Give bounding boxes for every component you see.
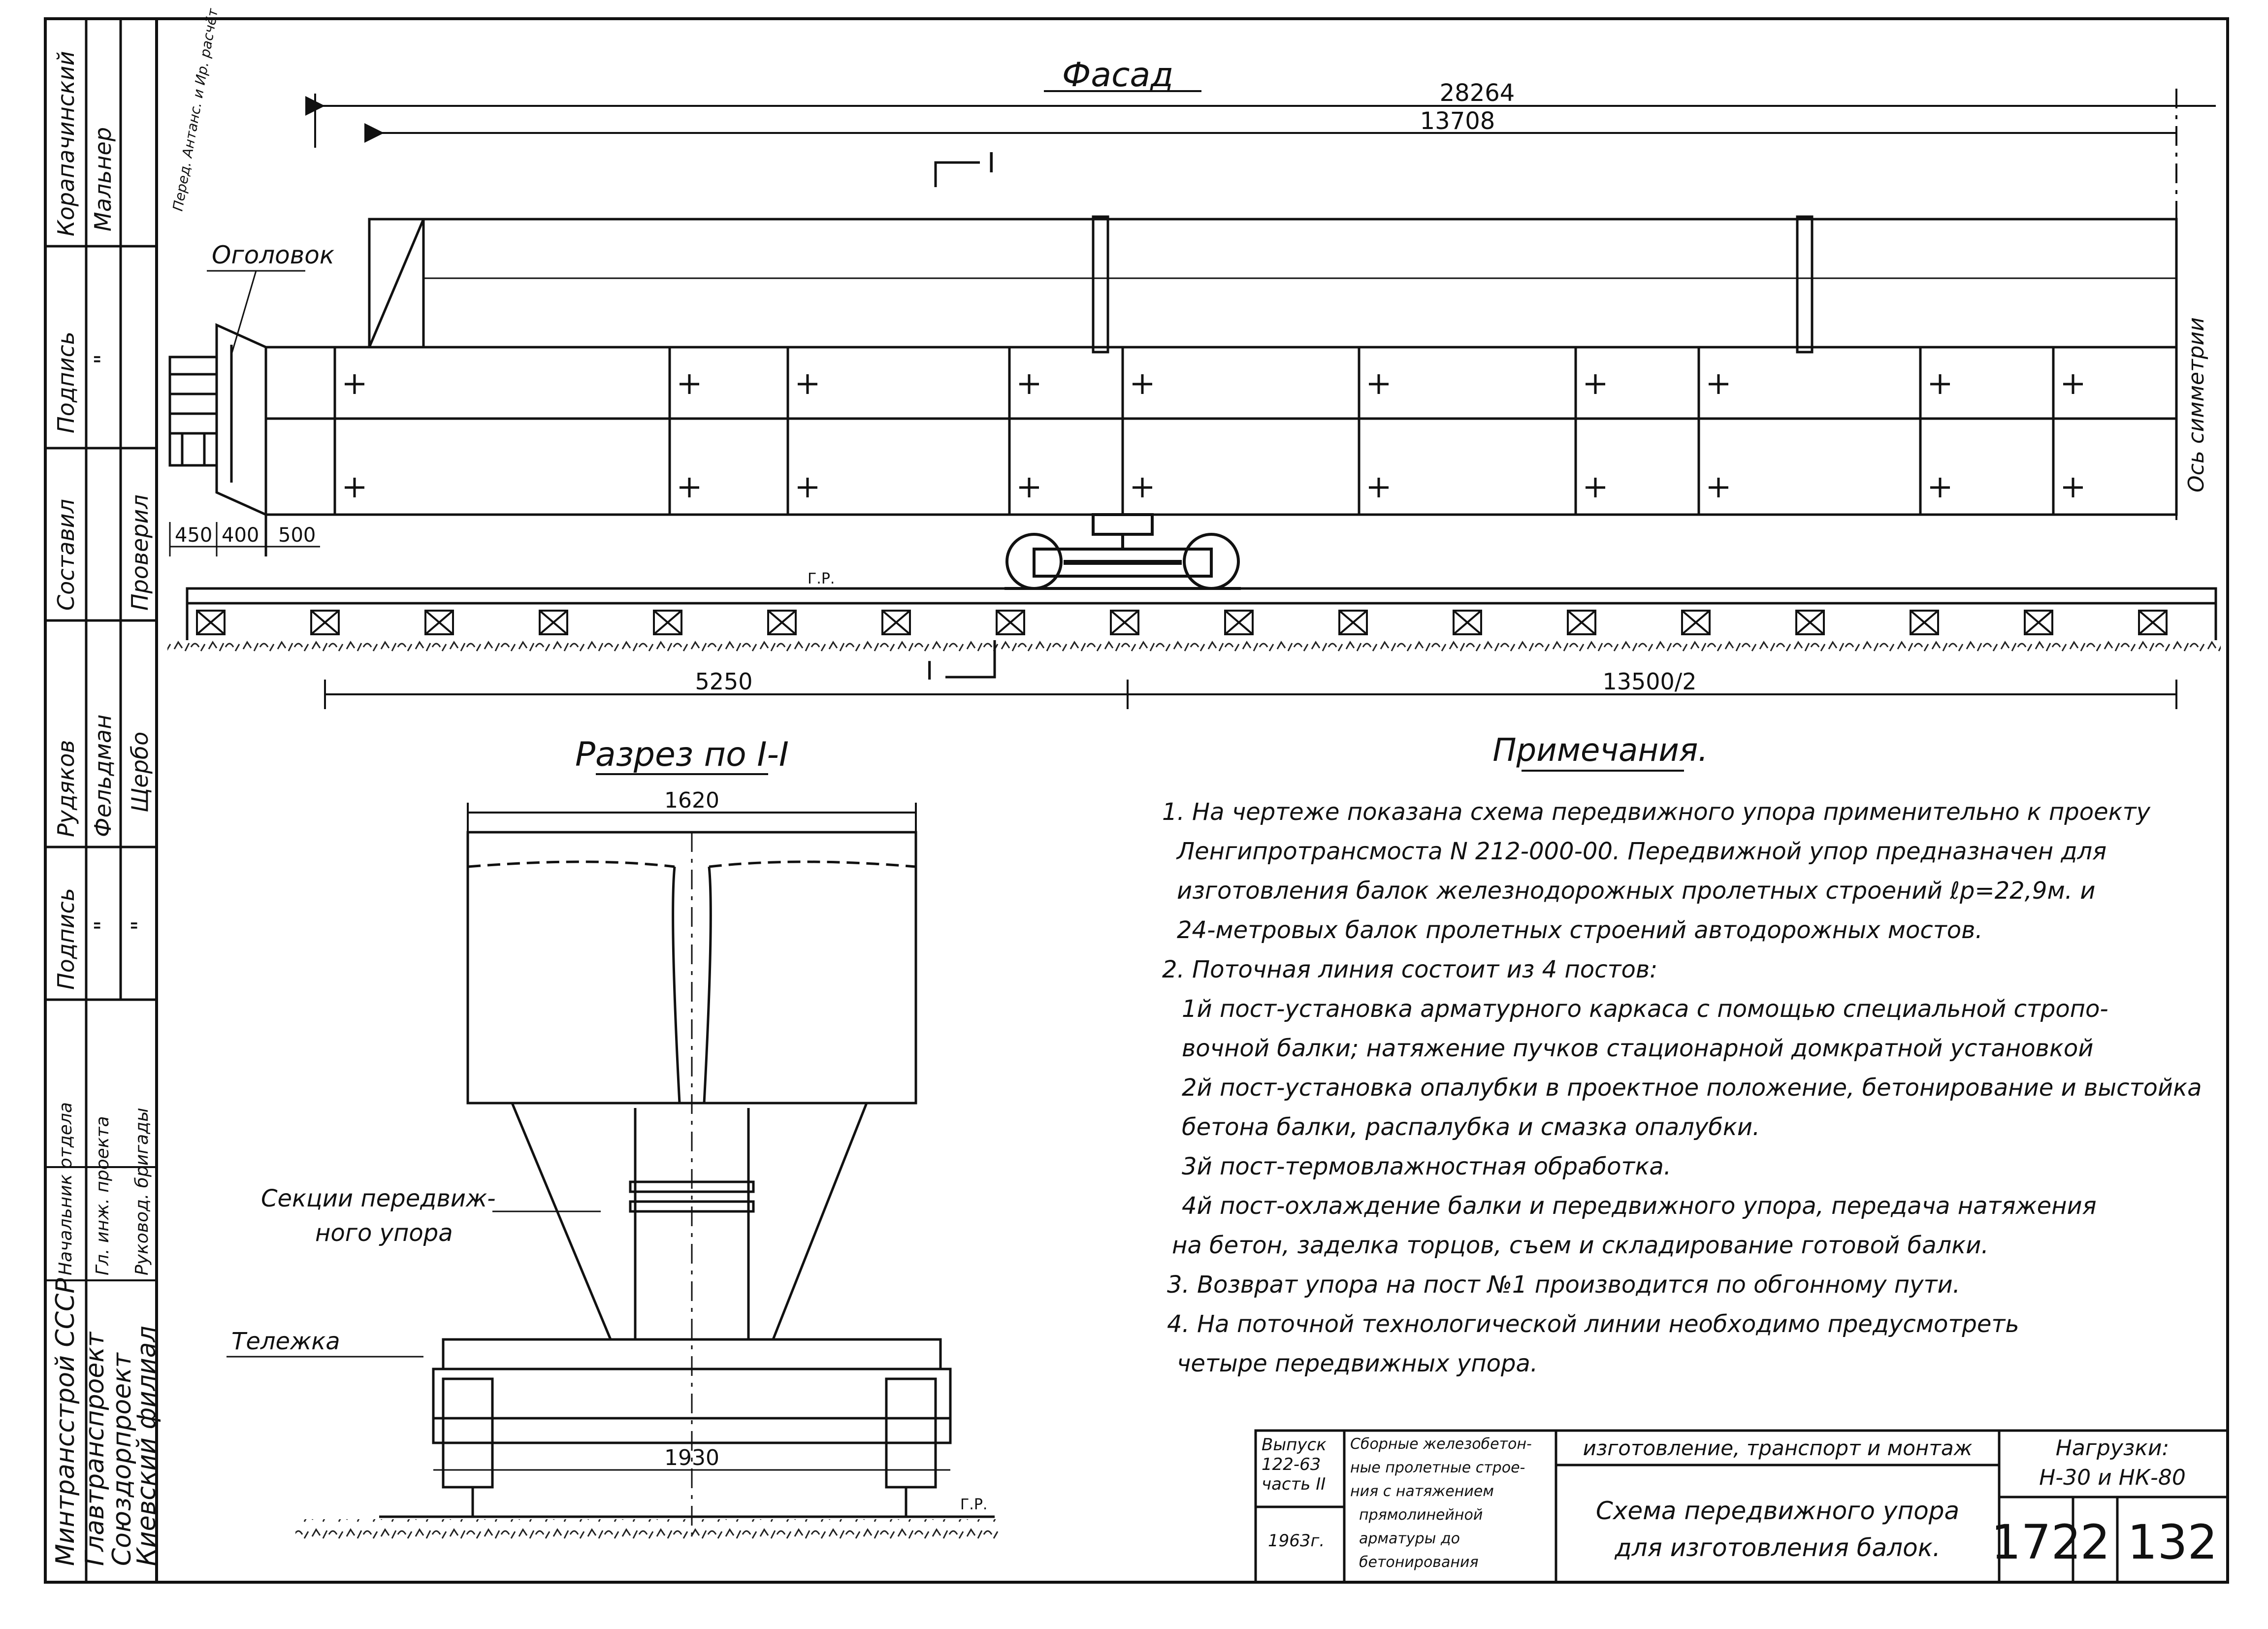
loads-value: Н-30 и НК-80: [2039, 1465, 2186, 1490]
dim-inner: 13708: [1420, 107, 1495, 135]
series-5: арматуры до: [1359, 1530, 1460, 1547]
issue-3: часть II: [1262, 1474, 1326, 1494]
sleeper-cross: [768, 611, 796, 634]
sleeper-cross: [1796, 611, 1824, 634]
ground-mark-section: Г.Р.: [960, 1496, 988, 1513]
note-line: вочной балки; натяжение пучков стационарной домкратной установкой: [1182, 1035, 2094, 1062]
sleeper-cross: [997, 611, 1024, 634]
sheet-title-1: Схема передвижного упора: [1595, 1497, 1960, 1525]
issue-1: Выпуск: [1262, 1435, 1327, 1455]
sleeper-cross: [540, 611, 567, 634]
code-c: 132: [2127, 1515, 2218, 1570]
stamp-org-4: Киевский филиал: [132, 1326, 162, 1566]
bolt-mark: [1019, 478, 1039, 497]
series-6: бетонирования: [1359, 1554, 1479, 1571]
sleeper-cross: [2025, 611, 2052, 634]
series-2: ные пролетные строе-: [1350, 1459, 1525, 1476]
note-line: 4й пост-охлаждение балки и передвижного упора, передача натяжения: [1182, 1192, 2097, 1220]
label-head: Оголовок: [212, 241, 335, 269]
code-a: 172: [1991, 1515, 2081, 1570]
stamp-name-1: Рудяков: [53, 740, 79, 837]
stamp-role-3: Подпись: [53, 331, 79, 433]
stamp-org-2: Главтранспроект: [80, 1332, 110, 1566]
note-line: 1й пост-установка арматурного каркаса с помощью специальной стропо-: [1182, 995, 2108, 1023]
loads-label: Нагрузки:: [2055, 1435, 2170, 1461]
stamp-name-5: ": [90, 920, 116, 931]
bolt-mark: [680, 374, 699, 394]
dim-1930: 1930: [664, 1445, 719, 1470]
stamp-name-7: Начальник отдела: [56, 1102, 76, 1275]
sleeper-cross: [2139, 611, 2167, 634]
dim-400: 400: [222, 524, 259, 547]
bolt-mark: [345, 374, 364, 394]
head-block: [170, 325, 266, 515]
note-line: 2. Поточная линия состоит из 4 постов:: [1162, 956, 1658, 983]
note-line: 2й пост-установка опалубки в проектное положение, бетонирование и выстойка: [1182, 1074, 2202, 1102]
stamp-name-9: Руковод. бригады: [132, 1108, 152, 1275]
section-mark-bottom: I: [926, 656, 934, 686]
bolt-mark: [2063, 374, 2083, 394]
stamp-name-6: ": [127, 920, 153, 931]
year: 1963г.: [1268, 1531, 1325, 1551]
stamp-name-3: Щербо: [127, 731, 153, 813]
series-1: Сборные железобетон-: [1350, 1435, 1532, 1453]
bolt-mark: [2063, 478, 2083, 497]
stamp-name-2: Фельдман: [90, 714, 116, 837]
section-view: [227, 735, 1000, 1541]
ground-mark-elev: Г.Р.: [808, 570, 835, 587]
topic: изготовление, транспорт и монтаж: [1583, 1436, 1973, 1460]
bolt-mark: [345, 478, 364, 497]
bolt-mark: [1369, 478, 1389, 497]
sleeper-cross: [1454, 611, 1481, 634]
label-sections-1: Секции передвиж-: [261, 1185, 496, 1212]
bolt-mark: [1133, 374, 1152, 394]
sleeper-cross: [1568, 611, 1595, 634]
stamp-role-2: Мальнер: [90, 127, 116, 231]
stamp-role-5: Составил: [53, 499, 79, 611]
sleeper-cross: [882, 611, 910, 634]
note-line: Ленгипротрансмоста N 212-000-00. Передвижной упор предназначен для: [1177, 838, 2107, 865]
elevation-cart: [1004, 515, 1241, 588]
note-line: 3й пост-термовлажностная обработка.: [1182, 1153, 1672, 1180]
elevation-title: Фасад: [1062, 56, 1174, 95]
bolt-mark: [1369, 374, 1389, 394]
note-line: на бетон, заделка торцов, съем и складирование готовой балки.: [1172, 1232, 1989, 1259]
stamp-org-1: Минтрансстрой СССР: [51, 1278, 80, 1566]
label-cart: Тележка: [231, 1328, 340, 1355]
sleeper-cross: [425, 611, 453, 634]
sleeper-cross: [1225, 611, 1253, 634]
bolt-mark: [1709, 478, 1728, 497]
note-line: четыре передвижных упора.: [1177, 1350, 1538, 1377]
sheet-title-2: для изготовления балок.: [1615, 1533, 1941, 1562]
note-line: бетона балки, распалубка и смазка опалубки.: [1182, 1113, 1760, 1141]
scribble-note: Перед. Антанс. и Ир. расчёт: [169, 7, 222, 213]
label-sections-2: ного упора: [315, 1219, 453, 1247]
sleeper-cross: [197, 611, 225, 634]
note-line: изготовления балок железнодорожных пролетных строений ℓр=22,9м. и: [1177, 877, 2096, 905]
section-mark-top: I: [987, 147, 996, 179]
stamp-role-1: Корапачинский: [53, 51, 79, 236]
sleeper-cross: [654, 611, 681, 634]
sleeper-cross: [1111, 611, 1138, 634]
note-line: 4. На поточной технологической линии необходимо предусмотреть: [1167, 1310, 2019, 1338]
bolt-mark: [1709, 374, 1728, 394]
section-title: Разрез по I-I: [575, 735, 789, 774]
dim-total: 28264: [1439, 79, 1515, 107]
dim-1620: 1620: [664, 788, 719, 813]
code-b: 2: [2080, 1515, 2110, 1570]
note-line: 1. На чертеже показана схема передвижного упора применительно к проекту: [1162, 798, 2150, 826]
bolt-mark: [1930, 374, 1950, 394]
notes: [1162, 732, 2202, 1377]
sleeper-cross: [1339, 611, 1367, 634]
bolt-mark: [1586, 478, 1605, 497]
stamp-name-8: Гл. инж. проекта: [93, 1116, 113, 1275]
elevation-view: [167, 56, 2221, 709]
dim-13500: 13500/2: [1602, 668, 1697, 695]
title-block: [1256, 1431, 2228, 1582]
sleeper-cross: [1682, 611, 1710, 634]
sleeper-cross: [311, 611, 339, 634]
sleeper-cross: [1911, 611, 1938, 634]
bolt-mark: [680, 478, 699, 497]
notes-title: Примечания.: [1492, 732, 1708, 769]
stamp-org-3: Союздорпроект: [107, 1353, 137, 1566]
note-line: 3. Возврат упора на пост №1 производится по обгонному пути.: [1167, 1271, 1960, 1299]
issue-2: 122-63: [1262, 1455, 1321, 1474]
note-line: 24-метровых балок пролетных строений автодорожных мостов.: [1177, 916, 1983, 944]
series-4: прямолинейной: [1359, 1506, 1483, 1524]
side-stamp: [45, 7, 221, 1582]
bolt-mark: [798, 374, 817, 394]
stamp-role-6: Проверил: [127, 494, 153, 611]
bolt-mark: [798, 478, 817, 497]
bolt-mark: [1133, 478, 1152, 497]
dim-450: 450: [175, 524, 213, 547]
series-3: ния с натяжением: [1350, 1483, 1494, 1500]
bolt-mark: [1019, 374, 1039, 394]
bolt-mark: [1930, 478, 1950, 497]
stamp-name-4: Подпись: [53, 888, 79, 990]
bolt-mark: [1586, 374, 1605, 394]
axis-label: Ось симметрии: [2184, 317, 2209, 492]
dim-5250: 5250: [695, 668, 753, 695]
dim-500: 500: [278, 524, 316, 547]
stamp-role-4: ": [90, 354, 116, 364]
